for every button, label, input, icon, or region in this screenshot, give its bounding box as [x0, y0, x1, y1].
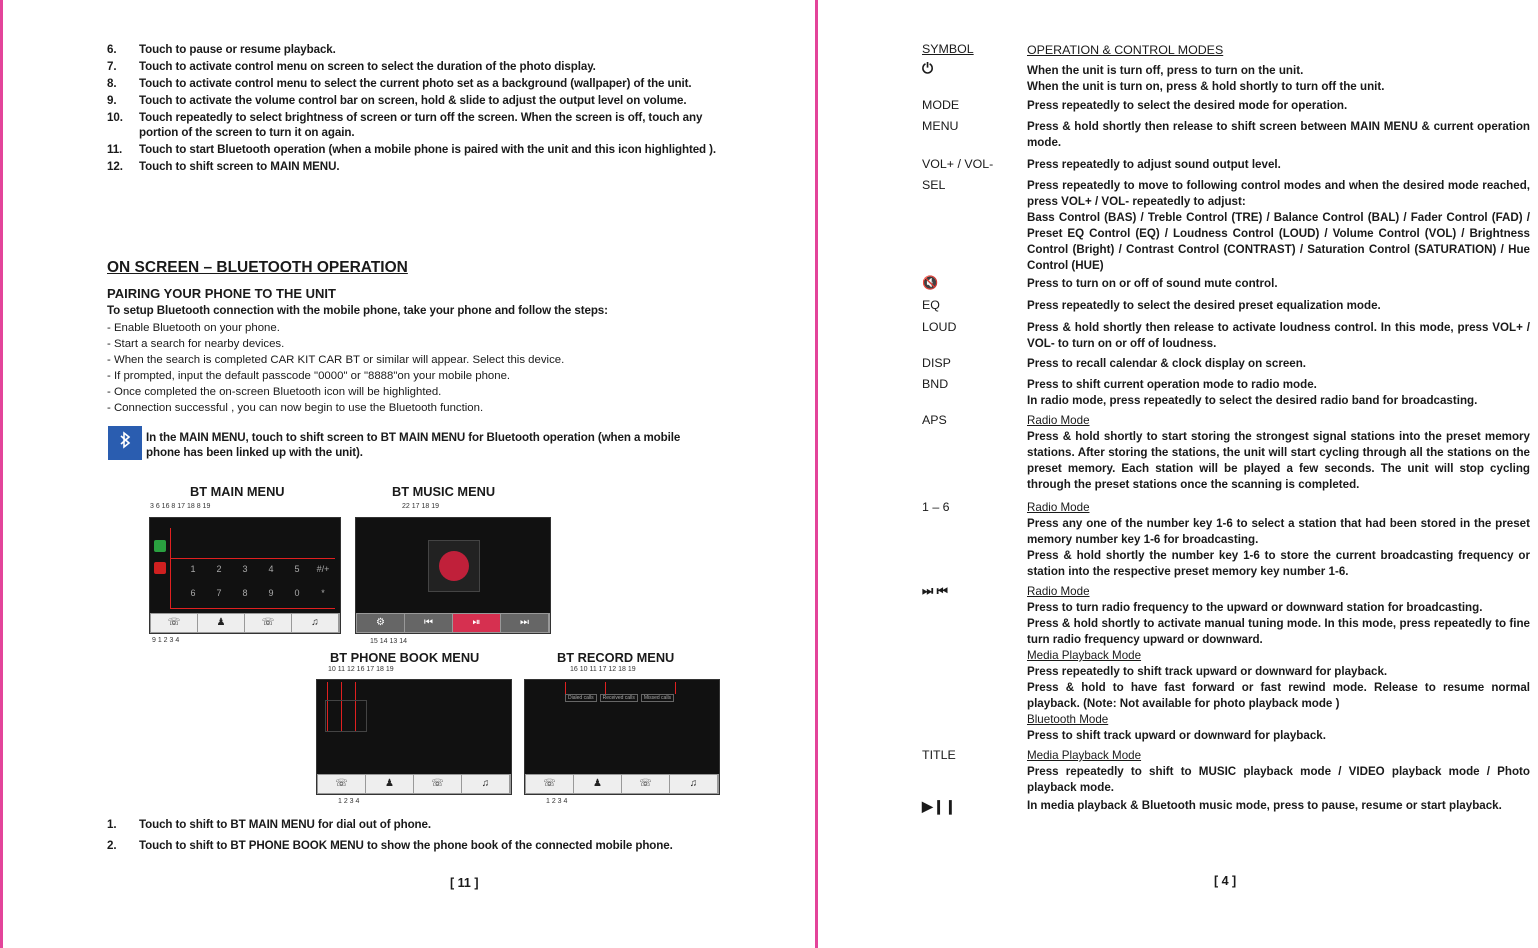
power-icon: ⏻	[922, 60, 934, 76]
section-title: ON SCREEN – BLUETOOTH OPERATION	[107, 259, 408, 276]
mute-icon: 🔇	[922, 275, 939, 290]
row-bnd: Press to shift current operation mode to radio mode. In radio mode, press repeatedly to select the desired radio band for broadcasting.	[1027, 378, 1478, 407]
bt-phonebook-title: BT PHONE BOOK MENU	[330, 650, 480, 665]
ops-header: OPERATION & CONTROL MODES	[1027, 43, 1224, 57]
row-vol: Press repeatedly to adjust sound output level.	[1027, 158, 1281, 171]
list-item: 9. Touch to activate the volume control bar on screen, hold & slide to adjust the output level on volume.	[107, 94, 687, 107]
numbered-list-bottom	[107, 817, 719, 855]
symbol-sel: SEL	[922, 178, 946, 192]
list-item: 11. Touch to start Bluetooth operation (when a mobile phone is paired with the unit and this icon highlighted ).	[107, 143, 717, 156]
list-item: - If prompted, input the default passcode "0000" or "8888"on your mobile phone.	[107, 370, 511, 382]
row-preset-keys: Radio Mode Press any one of the number key 1-6 to select a station that had been stored in the preset memory number key 1-6 for broadcasting. Press & hold shortly the number key 1-6 to store the current broadcasting frequency or station into the respective preset memory key number 1-6.	[1027, 501, 1530, 578]
page-edge-left	[0, 0, 3, 948]
album-art	[428, 540, 480, 592]
list-item: 8. Touch to activate control menu to select the current photo set as a background (wallpaper) of the unit.	[107, 77, 692, 90]
row-loud: Press & hold shortly then release to activate loudness control. In this mode, press VOL+ / VOL- to turn on or off of loudness.	[1027, 321, 1530, 350]
list-item: 10. Touch repeatedly to select brightness of screen or turn off the screen. When the screen is off, touch any portion of the screen to turn it on again.	[107, 111, 703, 139]
dial-icon[interactable]: ☏	[318, 775, 366, 793]
phone-icon	[154, 540, 166, 552]
bt-music-menu-title: BT MUSIC MENU	[392, 484, 496, 499]
row-eq: Press repeatedly to select the desired preset equalization mode.	[1027, 299, 1381, 312]
list-item: 12. Touch to shift screen to MAIN MENU.	[107, 160, 340, 173]
main-bottom-bar	[150, 613, 340, 633]
list-item: - Start a search for nearby devices.	[107, 338, 285, 350]
list-item: - Enable Bluetooth on your phone.	[107, 322, 280, 334]
row-mode: Press repeatedly to select the desired mode for operation.	[1027, 99, 1348, 112]
symbol-aps: APS	[922, 413, 947, 427]
calllog-icon[interactable]: ☏	[622, 775, 670, 793]
record-top-callouts: 16 10 11 17 12 18 19	[570, 666, 636, 673]
numbered-list-top	[107, 42, 719, 176]
bt-record-title: BT RECORD MENU	[557, 650, 675, 665]
symbol-vol: VOL+ / VOL-	[922, 157, 994, 171]
row-skip: Radio Mode Press to turn radio frequency to the upward or downward station for broadcasting. Press & hold shortly to activate manual tuning mode. In this mode, press repeatedly to fine turn radio frequency upward or downward. Media Playback Mode Press repeatedly to shift track upward or downward for playback. Press & hold to have fast forward or fast rewind mode. Release to resume normal playback. (Note: Not available for photo playback mode ) Bluetooth Mode Press to shift track upward or downward for playback.	[1027, 585, 1530, 742]
bt-phonebook-screen	[316, 679, 512, 795]
list-item: - When the search is completed CAR KIT CAR BT or similar will appear. Select this device.	[107, 354, 565, 366]
row-play-pause: In media playback & Bluetooth music mode, press to pause, resume or start playback.	[1027, 799, 1502, 812]
dial-icon[interactable]: ☏	[526, 775, 574, 793]
page-gutter	[815, 0, 818, 948]
music-top-callouts: 22 17 18 19	[402, 503, 439, 510]
row-power: When the unit is turn off, press to turn on the unit. When the unit is turn on, press & hold shortly to turn off the unit.	[1027, 64, 1385, 93]
record-bottom-callouts: 1 2 3 4	[546, 798, 568, 805]
calllog-icon[interactable]: ☏	[414, 775, 462, 793]
tab-received[interactable]: Received calls	[600, 694, 638, 702]
pairing-steps	[107, 320, 707, 416]
tab-dialed[interactable]: Dialed calls	[565, 694, 597, 702]
symbol-disp: DISP	[922, 356, 951, 370]
play-pause-icon: ▶❙❙	[922, 798, 957, 814]
list-item: - Connection successful , you can now begin to use the Bluetooth function.	[107, 402, 484, 414]
next-icon[interactable]: ⏭	[501, 614, 549, 632]
page-number-right: [ 4 ]	[1214, 874, 1237, 888]
page-number-left: [ 11 ]	[450, 876, 479, 890]
symbol-preset-keys: 1 – 6	[922, 500, 950, 514]
bt-music-menu-screen	[355, 517, 551, 634]
symbol-mode: MODE	[922, 98, 960, 112]
calllog-icon[interactable]: ☏	[245, 614, 292, 632]
main-bottom-callouts: 9 1 2 3 4	[152, 637, 180, 644]
settings-icon[interactable]: ⚙	[357, 614, 405, 632]
bluetooth-icon	[108, 426, 142, 460]
music-bottom-callouts: 15 14 13 14	[370, 638, 407, 645]
intro-text: To setup Bluetooth connection with the mobile phone, take your phone and follow the steps:	[107, 304, 608, 317]
bt-note: In the MAIN MENU, touch to shift screen to BT MAIN MENU for Bluetooth operation (when a mobile phone has been linked up with the unit).	[146, 431, 681, 459]
phonebook-bottom-bar	[317, 774, 511, 794]
music-icon[interactable]: ♫	[292, 614, 339, 632]
row-mute: Press to turn on or off of sound mute control.	[1027, 277, 1278, 290]
symbol-loud: LOUD	[922, 320, 957, 334]
contacts-icon[interactable]: ♟	[198, 614, 245, 632]
phonebook-top-callouts: 10 11 12 16 17 18 19	[328, 666, 394, 673]
play-pause-icon[interactable]: ⏯	[453, 614, 501, 632]
row-menu: Press & hold shortly then release to shift screen between MAIN MENU & current operation mode.	[1027, 120, 1530, 149]
bt-main-menu-screen: 1 2 3 4 5 #/+ 6 7 8 9 0 * ☏ ♟ ☏ ♫	[149, 517, 341, 634]
dial-icon[interactable]: ☏	[151, 614, 198, 632]
tab-missed[interactable]: Missed calls	[641, 694, 674, 702]
list-item: 1. Touch to shift to BT MAIN MENU for dial out of phone.	[107, 818, 432, 831]
music-icon[interactable]: ♫	[462, 775, 510, 793]
music-bottom-bar	[356, 613, 550, 633]
record-bottom-bar	[525, 774, 719, 794]
list-item: - Once completed the on-screen Bluetooth icon will be highlighted.	[107, 386, 442, 398]
prev-icon[interactable]: ⏮	[405, 614, 453, 632]
row-title: Media Playback Mode Press repeatedly to shift to MUSIC playback mode / VIDEO playback mode / Photo playback mode.	[1027, 749, 1530, 794]
hangup-icon	[154, 562, 166, 574]
list-item: 7. Touch to activate control menu on screen to select the duration of the photo display.	[107, 60, 596, 73]
symbol-bnd: BND	[922, 377, 949, 391]
bt-main-menu-title: BT MAIN MENU	[190, 484, 285, 499]
symbol-header: SYMBOL	[922, 42, 974, 56]
phonebook-list	[325, 700, 367, 732]
list-item: 6. Touch to pause or resume playback.	[107, 43, 336, 56]
disc-icon	[439, 551, 469, 581]
skip-icons: ⏭ ⏮	[922, 584, 948, 598]
list-item: 2. Touch to shift to BT PHONE BOOK MENU to show the phone book of the connected mobile phone.	[107, 839, 673, 852]
record-tabs	[565, 694, 674, 702]
symbol-title: TITLE	[922, 748, 956, 762]
music-icon[interactable]: ♫	[670, 775, 718, 793]
symbol-menu: MENU	[922, 119, 959, 133]
main-top-callouts: 3 6 16 8 17 18 8 19	[150, 503, 211, 510]
row-aps: Radio Mode Press & hold shortly to start storing the strongest signal stations into the preset memory stations. After storing the stations, the unit will start cycling through all the stations on the preset memory. Each station will be played a few seconds. The unit will stop cycling through the preset stations once the scanning is completed.	[1027, 414, 1530, 491]
row-disp: Press to recall calendar & clock display on screen.	[1027, 357, 1307, 370]
row-sel: Press repeatedly to move to following control modes and when the desired mode reached, press VOL+ / VOL- repeatedly to adjust: Bass Control (BAS) / Treble Control (TRE) / Balance Control (BAL) / Fader Control (FAD) / Preset EQ Control (EQ) / Loudness Control (LOUD) / Volume Control (VOL) / Brightness Control (Bright) / Contrast Control (CONTRAST) / Saturation Control (SATURATION) / Hue Control (HUE)	[1027, 179, 1530, 272]
contacts-icon[interactable]: ♟	[366, 775, 414, 793]
subheading: PAIRING YOUR PHONE TO THE UNIT	[107, 286, 336, 301]
phonebook-bottom-callouts: 1 2 3 4	[338, 798, 360, 805]
symbol-eq: EQ	[922, 298, 940, 312]
contacts-icon[interactable]: ♟	[574, 775, 622, 793]
bt-record-screen	[524, 679, 720, 795]
